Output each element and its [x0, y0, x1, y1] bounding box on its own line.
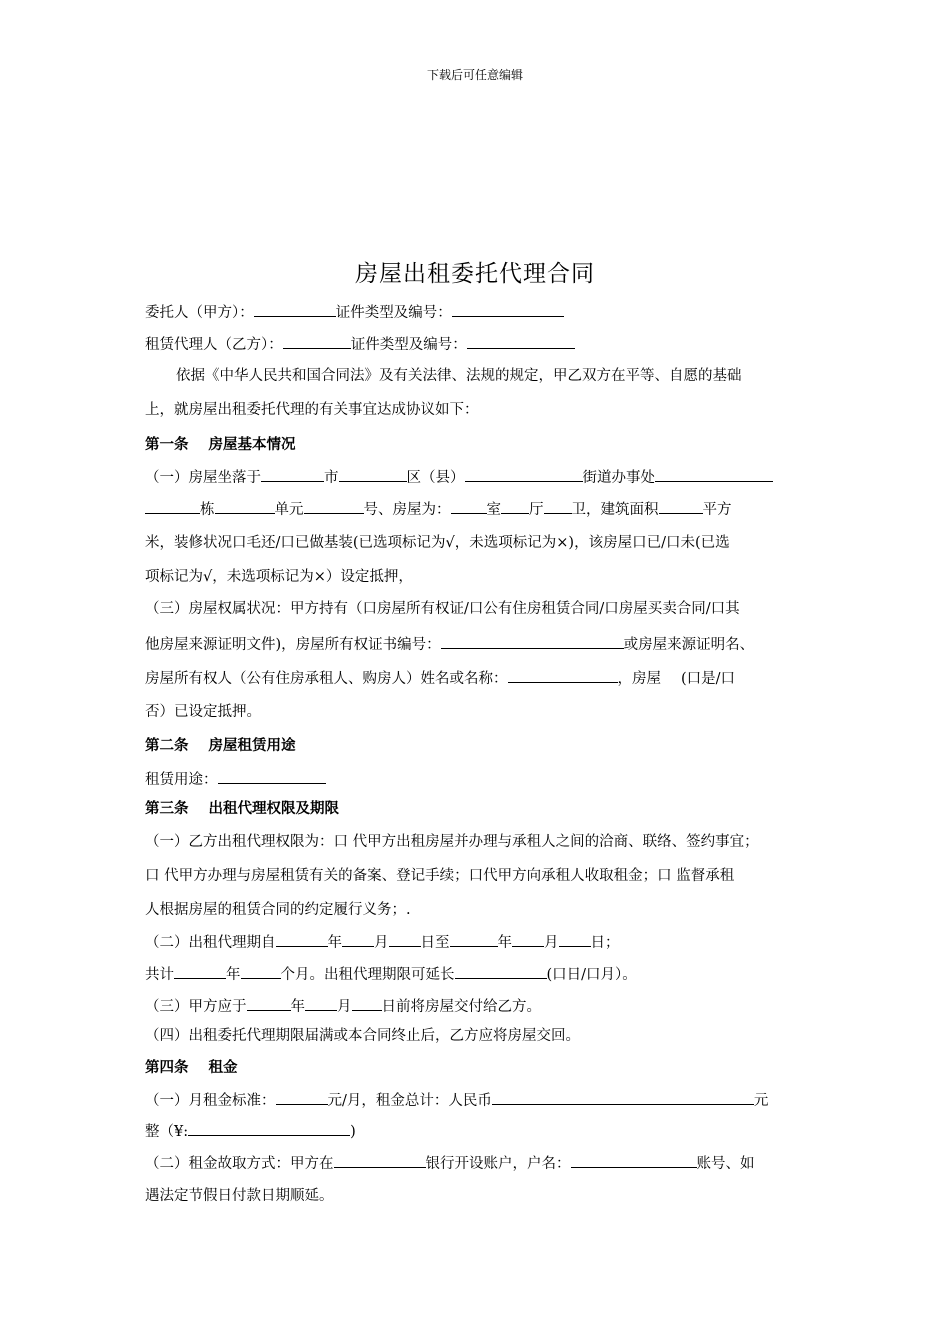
text: 或房屋来源证明名、: [623, 637, 755, 653]
text: （二）租金故取方式：甲方在: [145, 1156, 334, 1172]
text: 账号、如: [696, 1156, 755, 1172]
article-3-title: 第三条: [145, 800, 189, 817]
text: 街道办事处: [582, 470, 655, 486]
document-title: 房屋出租委托代理合同: [355, 261, 595, 287]
principal-blank[interactable]: [254, 301, 336, 317]
article-2-heading: [145, 736, 296, 756]
article-4-subtitle: 租金: [208, 1059, 238, 1076]
article-3-subtitle: 出租代理权限及期限: [208, 800, 339, 817]
delivery-year-blank[interactable]: [247, 995, 291, 1011]
rent-total-blank[interactable]: [492, 1089, 754, 1105]
text: （一）房屋坐落于: [145, 470, 261, 486]
art4-line-1: [145, 1089, 768, 1111]
text: 年: [327, 935, 342, 951]
article-4-heading: [145, 1058, 238, 1078]
article-2-subtitle: 房屋租赁用途: [208, 737, 296, 754]
text: 区（县）: [406, 470, 465, 486]
art1-line-7: [145, 667, 735, 689]
principal-label: 委托人（甲方）：: [145, 305, 254, 321]
text: （二）出租代理期自: [145, 935, 276, 951]
extension-blank[interactable]: [455, 963, 547, 979]
text: 银行开设账户，户名：: [425, 1156, 571, 1172]
certificate-number-blank[interactable]: [441, 633, 624, 649]
end-day-blank[interactable]: [559, 931, 591, 947]
area-blank[interactable]: [659, 498, 703, 514]
art1-line-3: 米，装修状况口毛还/口已做基装(已选项标记为√，未选项标记为×)，该房屋口已/口未(已选: [145, 535, 730, 551]
start-day-blank[interactable]: [389, 931, 421, 947]
art1-line-8: 否）已设定抵押。: [145, 704, 261, 720]
art2-line-1: [145, 768, 326, 790]
start-year-blank[interactable]: [276, 931, 328, 947]
principal-id-blank[interactable]: [452, 301, 564, 317]
text: （三）甲方应于: [145, 999, 247, 1015]
id-label-1: 证件类型及编号：: [335, 305, 452, 321]
principal-line: [145, 301, 564, 323]
text: 元: [753, 1093, 769, 1109]
text: 年: [290, 999, 305, 1015]
bank-blank[interactable]: [334, 1152, 426, 1168]
article-3-heading: [145, 799, 339, 819]
art3-line-1: （一）乙方出租代理权限为：口 代甲方出租房屋并办理与承租人之间的洽商、联络、签约事宜；: [145, 834, 759, 850]
end-year-blank[interactable]: [450, 931, 498, 947]
owner-name-blank[interactable]: [508, 667, 618, 683]
intro-line-2: 上，就房屋出租委托代理的有关事宜达成协议如下：: [145, 402, 479, 418]
art1-line-1: [145, 466, 773, 488]
art1-line-2: [145, 498, 732, 520]
text: 平方: [702, 502, 732, 518]
account-name-blank[interactable]: [571, 1152, 697, 1168]
article-1-subtitle: 房屋基本情况: [208, 436, 296, 453]
text: 年: [226, 967, 241, 983]
text: 他房屋来源证明文件)，房屋所有权证书编号：: [145, 637, 441, 653]
art4-line-2: [145, 1120, 356, 1142]
text: 室: [486, 502, 501, 518]
text: 年: [497, 935, 512, 951]
city-blank[interactable]: [261, 466, 324, 482]
rooms-blank[interactable]: [451, 498, 487, 514]
article-4-title: 第四条: [145, 1059, 189, 1076]
text: 单元: [274, 502, 304, 518]
agent-blank[interactable]: [283, 333, 351, 349]
text: 卫，建筑面积: [571, 502, 659, 518]
office-blank[interactable]: [655, 466, 773, 482]
text: 月: [374, 935, 389, 951]
article-2-title: 第二条: [145, 737, 189, 754]
delivery-month-blank[interactable]: [305, 995, 337, 1011]
text: 个月。出租代理期限可延长: [280, 967, 455, 983]
text: 市: [324, 470, 339, 486]
header-note: 下载后可任意编辑: [426, 68, 523, 82]
art4-line-3: [145, 1152, 755, 1174]
text: 元/月，租金总计：人民币: [327, 1093, 492, 1109]
text: 栋: [200, 502, 215, 518]
art1-line-4: 项标记为√，未选项标记为×）设定抵押，: [145, 569, 413, 585]
text: 日；: [590, 935, 620, 951]
rent-amount-blank[interactable]: [188, 1120, 350, 1136]
art3-line-2: 口 代甲方办理与房屋租赁有关的备案、登记手续；口代甲方向承租人收取租金；口 监督承租: [145, 868, 735, 884]
art4-line-4: 遇法定节假日付款日期顺延。: [145, 1188, 334, 1204]
text: (口是/口: [681, 671, 736, 687]
article-1-title: 第一条: [145, 436, 189, 453]
text: 日至: [420, 935, 450, 951]
text: 月: [544, 935, 559, 951]
art1-line-6: [145, 633, 754, 655]
text: 共计: [145, 967, 174, 983]
building-blank[interactable]: [145, 498, 200, 514]
total-months-blank[interactable]: [241, 963, 281, 979]
text: 整（¥:: [145, 1124, 189, 1140]
street-blank[interactable]: [465, 466, 583, 482]
art3-line-3: 人根据房屋的租赁合同的约定履行义务；.: [145, 902, 411, 918]
text: 月: [337, 999, 352, 1015]
text: （一）月租金标准：: [145, 1093, 276, 1109]
text: 厅: [529, 502, 544, 518]
baths-blank[interactable]: [544, 498, 572, 514]
art3-line-4: [145, 931, 620, 953]
text: (口日/口月）。: [546, 967, 637, 983]
text: 日前将房屋交付给乙方。: [381, 999, 541, 1015]
art3-line-5: [145, 963, 637, 985]
delivery-day-blank[interactable]: [352, 995, 382, 1011]
number-blank[interactable]: [304, 498, 364, 514]
halls-blank[interactable]: [501, 498, 529, 514]
agent-line: [145, 333, 575, 355]
intro-line-1: 依据《中华人民共和国合同法》及有关法律、法规的规定，甲乙双方在平等、自愿的基础: [176, 368, 742, 384]
monthly-rent-blank[interactable]: [276, 1089, 328, 1105]
art3-line-6: [145, 995, 541, 1017]
text: 房屋所有权人（公有住房承租人、购房人）姓名或名称：: [145, 671, 508, 687]
start-month-blank[interactable]: [342, 931, 374, 947]
art1-line-5: （三）房屋权属状况：甲方持有（口房屋所有权证/口公有住房租赁合同/口房屋买卖合同/口其: [145, 601, 740, 617]
agent-label: 租赁代理人（乙方）：: [145, 337, 283, 353]
usage-blank[interactable]: [218, 768, 326, 784]
text: ，房屋: [617, 671, 661, 687]
unit-blank[interactable]: [215, 498, 275, 514]
text: 号、房屋为：: [363, 502, 451, 518]
agent-id-blank[interactable]: [467, 333, 575, 349]
end-month-blank[interactable]: [512, 931, 544, 947]
text: 租赁用途：: [145, 772, 218, 788]
district-blank[interactable]: [339, 466, 407, 482]
article-1-heading: [145, 435, 296, 455]
art3-line-7: （四）出租委托代理期限届满或本合同终止后，乙方应将房屋交回。: [145, 1028, 580, 1044]
id-label-2: 证件类型及编号：: [350, 337, 467, 353]
total-years-blank[interactable]: [174, 963, 226, 979]
text: ): [350, 1124, 356, 1140]
